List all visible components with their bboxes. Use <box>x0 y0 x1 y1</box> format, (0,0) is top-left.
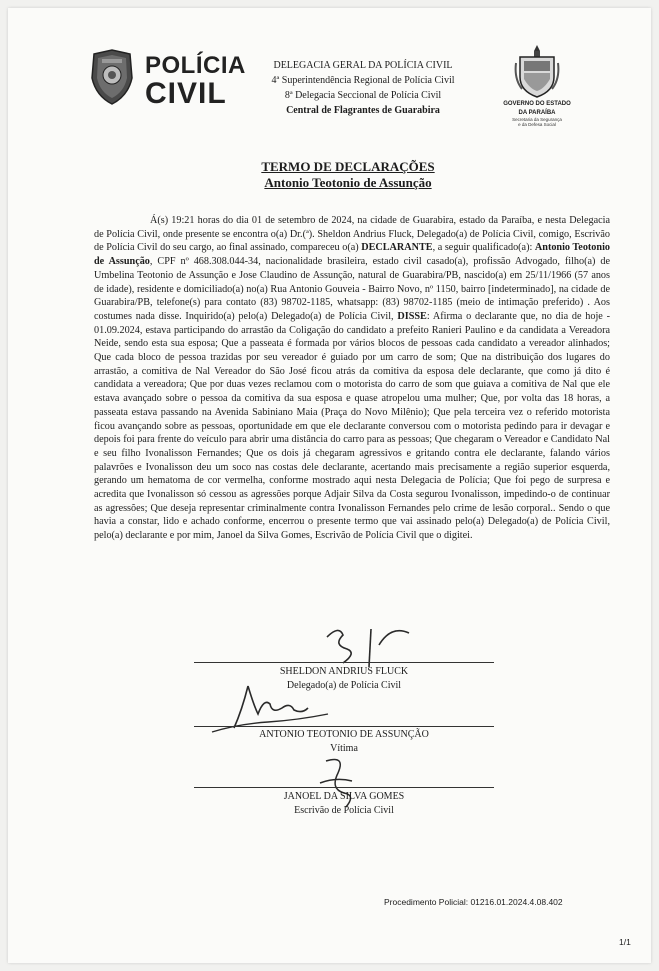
document-page <box>8 8 651 963</box>
signature-vitima-role: Vítima <box>330 743 358 754</box>
signature-line-delegado <box>194 662 494 663</box>
signature-delegado-scribble <box>313 619 423 671</box>
title-line1: TERMO DE DECLARAÇÕES <box>261 159 435 174</box>
signature-delegado-role: Delegado(a) de Polícia Civil <box>286 680 402 691</box>
declaration-paragraph <box>94 214 610 543</box>
body-statement: : Afirma o declarante que, no dia de hoje - 01.09.2024, estava participando do arrastão da Coligação do candidato a prefeito Ranieri Paulino e da candidata a Vereadora Neide, sendo esta sua esposa; Que a passeata é formada por vários blocos de pessoas cada candidato a vereador alinhados; Que cada bloco de pessoa trazidas por seu vereador é guiado por um carro de som; Que na distribuição dos lugares do arrastão, a comitiva de Nal Vereador do São José ficou atrás da comitiva da esposa dele declarante, que como já dito é candidata a vereadora; Que por duas vezes reclamou com o motorista do carro de som que guiava a comitiva de Nal que ele estava avançado sobre o pessoa da comitiva da sua esposa e quase atropelou uma mulher; Que, por volta das 18 horas, a passeata estava passando na Avenida Sabiniano Maia (Praça do Novo Milênio); Que pela terceira vez o referido motorista ficou avançando sobre as pessoas, oportunidade em que ele declarante conversou com o motorista pedindo para ir devagar e depois foi para frente do veículo para abrir uma distância do carro para as pessoas; Que chegaram o Vereador e Candidato Nal e seu filho Ivonalisson Fernandes; Que os dois já chegaram agressivos e gritando contra ele declarante, falando vários palavrões e Ivonalisson deu um soco nas costas dele declarante, acertando mais precisamente a região superior esquerda, gerando um hematoma de cor vermelha, conforme mostrado aqui nesta Delegacia de Polícia; Que foi pego de surpresa e acredita que Ivonalisson só cessou as agressões porque Adjair Silva da Costa segurou Ivonalisson, impedindo-o de continuar as agressões; Que deseja representar criminalmente contra Ivonalisson Fernandes pelo crime de lesão corporal.. Sendo o que havia a constar, lido e achado conforme, encerrou o presente termo que vai assinado pelo(a) Delegado(a) de Polícia Civil, pelo(a) declarante e por mim, Janoel da Silva Gomes, Escrivão de Polícia Civil que o digitei. <box>94 310 611 542</box>
body-intro: Á(s) 19:21 horas do dia 01 de setembro de 2024, na cidade de Guarabira, estado da Paraíba, e nesta Delegacia de Polícia Civil, onde presente se encontra o(a) Dr.(ª). Sheldon Andrius Fluck, Delegado(a) de Polícia Civil, comigo, Escrivão de Polícia Civil do seu cargo, ao final assinado, compareceu o(a) <box>94 215 610 254</box>
body-qualification-lead: , a seguir qualificado(a): <box>432 242 535 254</box>
disse-label: DISSE <box>397 310 427 322</box>
signature-delegado-name: SHELDON ANDRIUS FLUCK <box>279 666 409 677</box>
brand-wordmark <box>145 54 246 109</box>
gov-line4: e da Defesa Social <box>518 122 556 127</box>
header-institution <box>258 58 468 118</box>
brand-line1: POLÍCIA <box>145 52 246 79</box>
declaration-body <box>94 214 610 543</box>
signature-escrivao-role: Escrivão de Polícia Civil <box>294 805 394 816</box>
paraiba-coat-of-arms <box>499 43 575 127</box>
title-line2: Antonio Teotonio de Assunção <box>264 175 432 190</box>
signature-escrivao-name: JANOEL DA SILVA GOMES <box>283 791 405 802</box>
declarante-name: Antonio Teotonio de Assunção <box>94 242 610 268</box>
signature-vitima-name: ANTONIO TEOTONIO DE ASSUNÇÃO <box>259 729 429 740</box>
policia-civil-badge-logo <box>88 48 136 106</box>
gov-line1: GOVERNO DO ESTADO <box>503 101 571 107</box>
page-number: 1/1 <box>619 937 631 947</box>
header-line2: 4ª Superintendência Regional de Polícia Civil <box>271 75 455 86</box>
document-title <box>188 159 508 191</box>
declarante-label: DECLARANTE <box>361 242 433 254</box>
brand-line2: CIVIL <box>145 77 227 110</box>
header-line1: DELEGACIA GERAL DA POLÍCIA CIVIL <box>273 60 453 71</box>
gov-line3: Secretaria da Segurança <box>512 117 562 122</box>
procedure-number: Procedimento Policial: 01216.01.2024.4.08.402 <box>384 897 563 907</box>
header-line4: Central de Flagrantes de Guarabira <box>286 105 440 116</box>
signature-line-escrivao <box>194 787 494 788</box>
header-line3: 8ª Delegacia Seccional de Polícia Civil <box>284 90 442 101</box>
gov-line2: DA PARAÍBA <box>518 110 556 116</box>
signature-line-vitima <box>194 726 494 727</box>
coat-of-arms-icon <box>514 43 560 99</box>
body-qualification: , CPF nº 468.308.044-34, nacionalidade brasileira, estado civil casado(a), profissão Advogado, filho(a) de Umbelina Teotonio de Assunção e Jose Claudino de Assunção, natural de Guarabira/PB, nascido(a) em 25/11/1966 (57 anos de idade), residente e domiciliado(a) no(a) Rua Antonio Gouveia - Bairro Novo, nº 1150, bairro [indeterminado], na cidade de Guarabira/PB, telefone(s) para contato (83) 98702-1185, whatsapp: (83) 98702-1185 (meio de intimação preferido) . Aos costumes nada disse. Inquirido(a) pelo(a) Delegado(a) de Polícia Civil, <box>94 256 610 322</box>
